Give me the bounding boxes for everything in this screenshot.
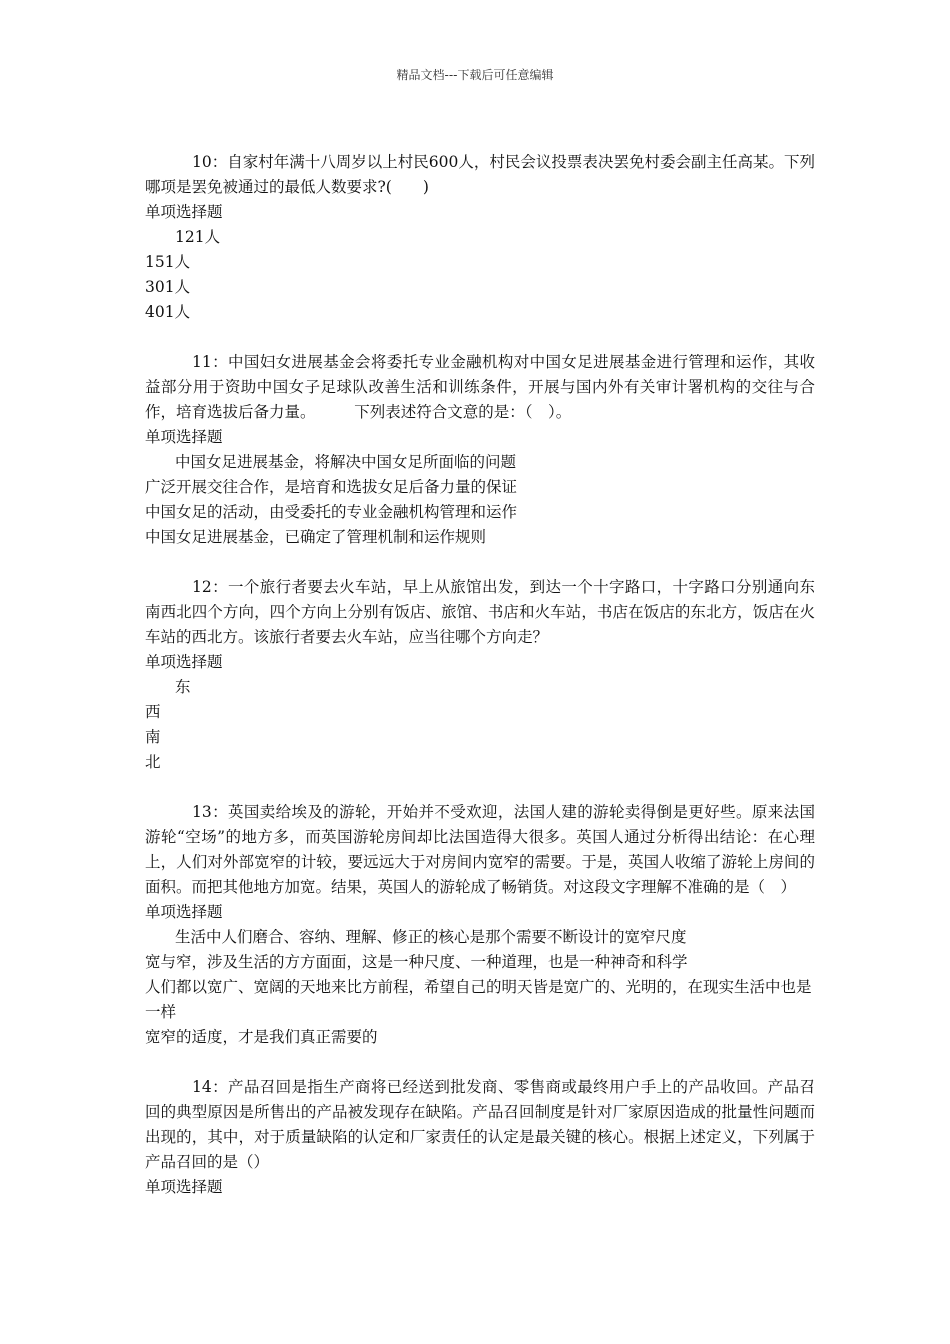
option-b[interactable]: 广泛开展交往合作，是培育和选拔女足后备力量的保证 (145, 478, 518, 496)
question-11 (145, 350, 815, 550)
option-a[interactable]: 东 (175, 678, 191, 696)
question-stem: 11：中国妇女进展基金会将委托专业金融机构对中国女足进展基金进行管理和运作，其收益部分用于资助中国女子足球队改善生活和训练条件，开展与国内外有关审计署机构的交往与合作，培育选拔后备力量。 下列表述符合文意的是：（ ）。 (145, 353, 815, 421)
option-c[interactable]: 中国女足的活动，由受委托的专业金融机构管理和运作 (145, 503, 518, 521)
option-d[interactable]: 401人 (145, 303, 191, 321)
option-d[interactable]: 中国女足进展基金，已确定了管理机制和运作规则 (145, 528, 487, 546)
question-type: 单项选择题 (145, 203, 223, 221)
question-12 (145, 575, 815, 775)
question-10 (145, 150, 815, 325)
question-stem: 14：产品召回是指生产商将已经送到批发商、零售商或最终用户手上的产品收回。产品召回的典型原因是所售出的产品被发现存在缺陷。产品召回制度是针对厂家原因造成的批量性问题而出现的，其中，对于质量缺陷的认定和厂家责任的认定是最关键的核心。根据上述定义，下列属于产品召回的是（） (145, 1078, 815, 1171)
option-c[interactable]: 人们都以宽广、宽阔的天地来比方前程，希望自己的明天皆是宽广的、光明的，在现实生活中也是一样 (145, 978, 812, 1021)
question-stem: 10：自家村年满十八周岁以上村民600人，村民会议投票表决罢免村委会副主任高某。下列哪项是罢免被通过的最低人数要求?( ) (145, 153, 815, 196)
option-c[interactable]: 301人 (145, 278, 191, 296)
question-stem: 12：一个旅行者要去火车站，早上从旅馆出发，到达一个十字路口，十字路口分别通向东南西北四个方向，四个方向上分别有饭店、旅馆、书店和火车站，书店在饭店的东北方，饭店在火车站的西北方。该旅行者要去火车站，应当往哪个方向走？ (145, 578, 815, 646)
document-body (145, 150, 815, 1225)
option-d[interactable]: 宽窄的适度，才是我们真正需要的 (145, 1028, 378, 1046)
question-type: 单项选择题 (145, 1178, 223, 1196)
question-stem: 13：英国卖给埃及的游轮，开始并不受欢迎，法国人建的游轮卖得倒是更好些。原来法国游轮“空场”的地方多，而英国游轮房间却比法国造得大很多。英国人通过分析得出结论：在心理上，人们对外部宽窄的计较，要远远大于对房间内宽窄的需要。于是，英国人收缩了游轮上房间的面积。而把其他地方加宽。结果，英国人的游轮成了畅销货。对这段文字理解不准确的是（ ） (145, 803, 815, 896)
option-b[interactable]: 宽与窄，涉及生活的方方面面，这是一种尺度、一种道理，也是一种神奇和科学 (145, 953, 688, 971)
option-a[interactable]: 121人 (175, 228, 221, 246)
page-header: 精品文档---下载后可任意编辑 (396, 68, 554, 82)
option-a[interactable]: 中国女足进展基金，将解决中国女足所面临的问题 (175, 453, 517, 471)
question-type: 单项选择题 (145, 428, 223, 446)
question-14 (145, 1075, 815, 1200)
option-b[interactable]: 151人 (145, 253, 191, 271)
question-type: 单项选择题 (145, 653, 223, 671)
option-d[interactable]: 北 (145, 753, 161, 771)
question-type: 单项选择题 (145, 903, 223, 921)
question-13 (145, 800, 815, 1050)
option-b[interactable]: 西 (145, 703, 161, 721)
option-a[interactable]: 生活中人们磨合、容纳、理解、修正的核心是那个需要不断设计的宽窄尺度 (175, 928, 687, 946)
option-c[interactable]: 南 (145, 728, 161, 746)
